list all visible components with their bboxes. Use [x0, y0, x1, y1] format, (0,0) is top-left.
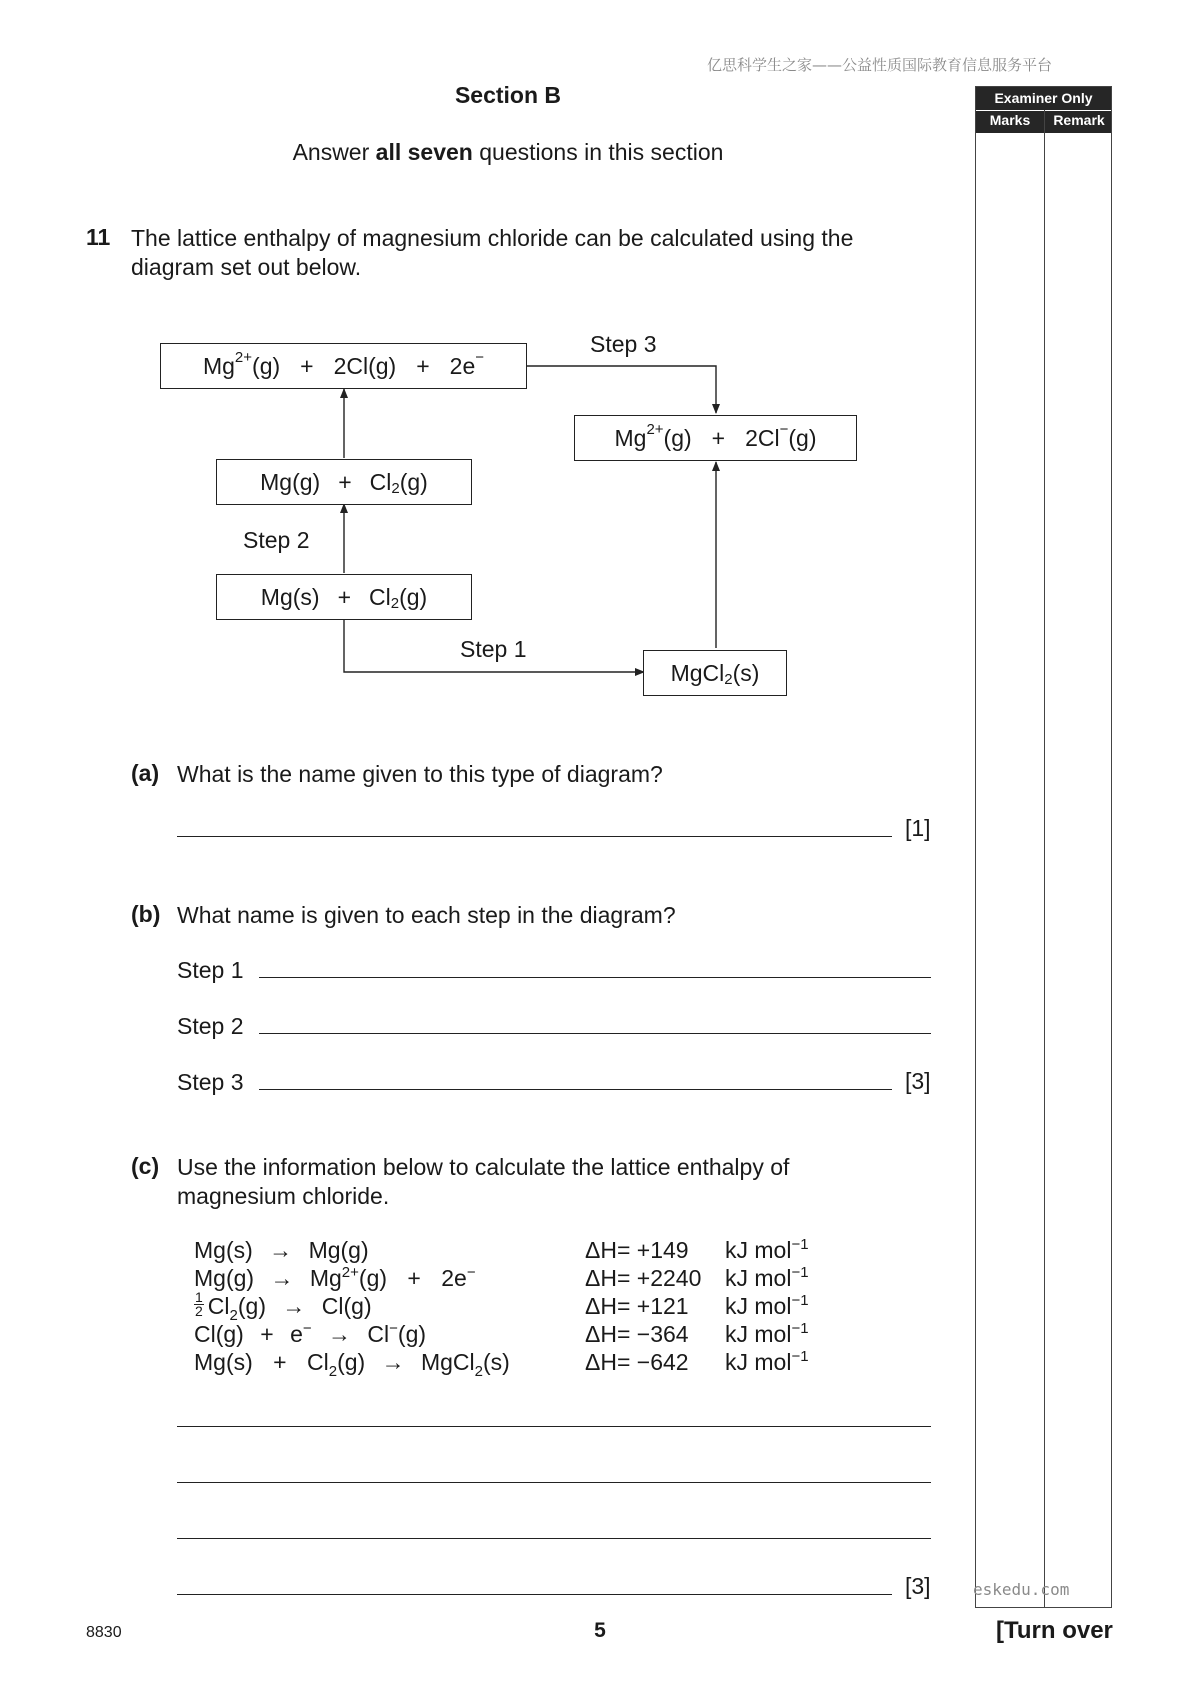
page-number: 5 — [594, 1619, 606, 1642]
part-c-answer-line-4[interactable] — [177, 1594, 892, 1595]
step-2-label: Step 2 — [243, 527, 310, 553]
part-b-label: (b) — [131, 901, 161, 927]
enthalpy-atomisation-cl: ΔH= +121 kJ mol$^{-1}$ — [585, 1292, 809, 1319]
equation-atomisation-mg: Mg(s) → Mg(g) — [194, 1237, 369, 1263]
part-b-step3-answer-line[interactable] — [259, 1089, 892, 1090]
part-a-question: What is the name given to this type of diagram? — [177, 761, 663, 787]
question-number: 11 — [86, 224, 111, 250]
examiner-marks-header: Marks — [989, 112, 1031, 128]
part-b-step1-label: Step 1 — [177, 957, 244, 983]
box-gaseous-magnesium: Mg(g) + Cl $_2$ (g) — [216, 459, 472, 505]
part-b-question: What name is given to each step in the diagram? — [177, 902, 676, 928]
equation-electron-affinity-cl: Cl(g) + e− → Cl−(g) — [194, 1320, 427, 1347]
section-instruction: Answer all seven questions in this section — [292, 139, 724, 165]
part-b-marks: [3] — [905, 1068, 931, 1094]
equation-atomisation-cl: $\frac{1}{2}$ $Cl_2(g) \to Cl(g)$ — [195, 1289, 372, 1324]
step-3-label: Step 3 — [590, 331, 657, 357]
paper-code: 8830 — [86, 1624, 122, 1641]
box-gaseous-ions: Mg $^{2+}$ (g) + 2Cl − (g) — [574, 415, 857, 461]
part-b-step2-answer-line[interactable] — [259, 1033, 931, 1034]
enthalpy-formation-mgcl2: ΔH= −642 kJ mol$^{-1}$ — [585, 1348, 809, 1375]
part-b-step2-label: Step 2 — [177, 1013, 244, 1039]
part-b-step3-label: Step 3 — [177, 1069, 244, 1095]
question-text: The lattice enthalpy of magnesium chloride can be calculated using the diagram set out below. — [131, 225, 854, 280]
examiner-title: Examiner Only — [994, 90, 1093, 106]
part-c-answer-line-1[interactable] — [177, 1426, 931, 1427]
examiner-column-divider — [1044, 110, 1045, 1607]
examiner-remark-header: Remark — [1053, 112, 1105, 128]
part-c-answer-line-2[interactable] — [177, 1482, 931, 1483]
box-magnesium-chloride-solid: MgCl $_2$ (s) — [643, 650, 787, 696]
section-title: Section B — [454, 82, 562, 108]
part-c-marks: [3] — [905, 1573, 931, 1599]
watermark-top: 亿思科学生之家——公益性质国际教育信息服务平台 — [706, 56, 1052, 74]
turn-over: [Turn over — [996, 1617, 1113, 1644]
box-gaseous-atoms-ionised: Mg $^{2+}$ (g) + 2Cl(g) + 2e − — [160, 343, 527, 389]
watermark-bottom: eskedu.com — [973, 1580, 1070, 1599]
part-b-step1-answer-line[interactable] — [259, 977, 931, 978]
enthalpy-ionisation-mg: ΔH= +2240 kJ mol$^{-1}$ — [585, 1264, 809, 1291]
equation-formation-mgcl2: $Mg(s) + Cl_2(g)$ → MgCl$_2$(s) — [194, 1349, 510, 1380]
enthalpy-electron-affinity-cl: ΔH= −364 kJ mol$^{-1}$ — [585, 1320, 809, 1347]
step-1-label: Step 1 — [460, 636, 527, 662]
part-c-label: (c) — [131, 1153, 160, 1179]
part-c-question: Use the information below to calculate the lattice enthalpy of magnesium chloride. — [177, 1154, 790, 1209]
half-fraction: $\frac{1}{2}$ — [195, 1289, 203, 1320]
examiner-only-column — [975, 86, 1112, 1608]
part-a-marks: [1] — [905, 815, 931, 841]
equation-ionisation-mg: $Mg(g) \to Mg^{2+}(g) + 2e^-$ — [194, 1264, 476, 1291]
part-a-label: (a) — [131, 760, 160, 786]
part-c-answer-line-3[interactable] — [177, 1538, 931, 1539]
box-solid-magnesium: Mg(s) + Cl $_2$ (g) — [216, 574, 472, 620]
part-a-answer-line[interactable] — [177, 836, 892, 837]
enthalpy-atomisation-mg: ΔH= +149 kJ mol$^{-1}$ — [585, 1236, 809, 1263]
